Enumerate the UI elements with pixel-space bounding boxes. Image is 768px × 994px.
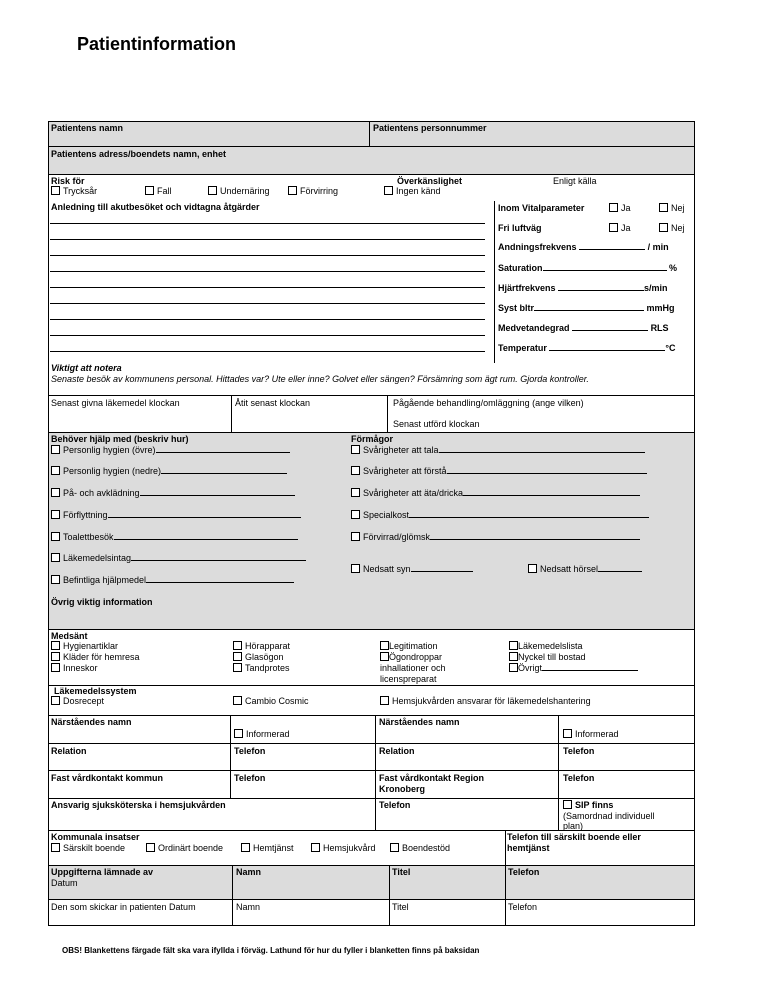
- checkbox-icon: [233, 641, 242, 650]
- muni-item[interactable]: Särskilt boende: [51, 843, 125, 854]
- region-contact-label: Fast vårdkontakt Region: [379, 773, 485, 783]
- medsys-home[interactable]: Hemsjukvården ansvarar för läkemedelshantering: [380, 696, 591, 707]
- abil-item[interactable]: Förvirrad/glömsk: [351, 532, 640, 543]
- relative-informed[interactable]: Informerad: [563, 729, 619, 740]
- checkbox-icon: [51, 510, 60, 519]
- checkbox-icon: [384, 186, 393, 195]
- sip-checkbox[interactable]: SIP finns: [563, 800, 613, 811]
- patient-name-label: Patientens namn: [51, 123, 124, 133]
- last-med-label: Senast givna läkemedel klockan: [51, 398, 180, 408]
- medsys-dose[interactable]: Dosrecept: [51, 696, 104, 707]
- muni-item[interactable]: Hemsjukvård: [311, 843, 376, 854]
- abil-item[interactable]: Svårigheter att äta/dricka: [351, 488, 640, 499]
- escort-name-label: Namn: [236, 902, 261, 912]
- checkbox-icon: [233, 663, 242, 672]
- sight-item[interactable]: Nedsatt syn: [351, 564, 473, 575]
- checkbox-icon: [609, 223, 618, 232]
- help-item[interactable]: Personlig hygien (övre): [51, 445, 290, 456]
- region-contact-label-2: Kronoberg: [379, 784, 425, 794]
- footer-note: OBS! Blankettens färgade fält ska vara ifyllda i förväg. Lathund för hur du fyller i blanketten finns på baksidan: [62, 946, 480, 955]
- checkbox-icon: [51, 575, 60, 584]
- abil-label: Förmågor: [351, 434, 394, 444]
- vital-bp[interactable]: Syst bltr mmHg: [498, 303, 675, 313]
- medsys-label: Läkemedelssystem: [54, 686, 137, 696]
- checkbox-icon: [528, 564, 537, 573]
- patient-pnr-label: Patientens personnummer: [373, 123, 487, 133]
- patient-address-label: Patientens adress/boendets namn, enhet: [51, 149, 227, 159]
- checkbox-icon: [351, 510, 360, 519]
- sip-desc-2: plan): [563, 821, 584, 831]
- checkbox-icon: [563, 800, 572, 809]
- checkbox-icon: [288, 186, 297, 195]
- allergy-none[interactable]: Ingen känd: [384, 186, 441, 197]
- given-date-label: Datum: [51, 878, 78, 888]
- muni-item[interactable]: Hemtjänst: [241, 843, 294, 854]
- municipal-contact-label: Fast vårdkontakt kommun: [51, 773, 164, 783]
- abil-item[interactable]: Svårigheter att tala: [351, 445, 645, 456]
- help-item[interactable]: På- och avklädning: [51, 488, 295, 499]
- checkbox-icon: [380, 641, 389, 650]
- given-phone-label: Telefon: [508, 867, 540, 877]
- allergy-label: Överkänslighet: [397, 176, 463, 186]
- medsys-cambio[interactable]: Cambio Cosmic: [233, 696, 309, 707]
- sent-item[interactable]: Läkemedelslista: [509, 641, 583, 652]
- risk-label: Risk för: [51, 176, 85, 186]
- relative-informed[interactable]: Informerad: [234, 729, 290, 740]
- shade-patient: [48, 121, 695, 174]
- checkbox-icon: [380, 652, 389, 661]
- checkbox-icon: [351, 445, 360, 454]
- risk-item[interactable]: Fall: [145, 186, 172, 197]
- risk-item[interactable]: Undernäring: [208, 186, 270, 197]
- checkbox-icon: [380, 696, 389, 705]
- checkbox-icon: [234, 729, 243, 738]
- checkbox-icon: [51, 532, 60, 541]
- last-done-label: Senast utförd klockan: [393, 419, 480, 429]
- sent-item[interactable]: Övrigt: [509, 663, 638, 674]
- checkbox-icon: [509, 663, 518, 672]
- help-item[interactable]: Befintliga hjälpmedel: [51, 575, 294, 586]
- escort-title-label: Titel: [392, 902, 409, 912]
- vitals-inom-ja[interactable]: Ja: [609, 203, 631, 214]
- checkbox-icon: [51, 466, 60, 475]
- vital-consc[interactable]: Medvetandegrad RLS: [498, 323, 669, 333]
- ongoing-label: Pågående behandling/omläggning (ange vilken): [393, 398, 584, 408]
- checkbox-icon: [659, 223, 668, 232]
- other-info-label: Övrig viktig information: [51, 597, 153, 607]
- sent-item-continued: licenspreparat: [380, 674, 437, 684]
- checkbox-icon: [351, 466, 360, 475]
- last-ate-label: Åtit senast klockan: [235, 398, 311, 408]
- checkbox-icon: [51, 553, 60, 562]
- nurse-label: Ansvarig sjuksköterska i hemsjukvården: [51, 800, 226, 810]
- sip-desc: (Samordnad individuell: [563, 811, 655, 821]
- escort-phone-label: Telefon: [508, 902, 538, 912]
- sent-item[interactable]: Tandprotes: [233, 663, 290, 674]
- escort-label: Den som skickar in patienten Datum: [51, 902, 196, 912]
- sent-item[interactable]: Hygienartiklar: [51, 641, 118, 652]
- checkbox-icon: [509, 641, 518, 650]
- sent-label: Medsänt: [51, 631, 88, 641]
- checkbox-icon: [233, 696, 242, 705]
- municipal-phone-label: Telefon: [234, 773, 266, 783]
- checkbox-icon: [51, 445, 60, 454]
- help-item[interactable]: Läkemedelsintag: [51, 553, 306, 564]
- checkbox-icon: [51, 843, 60, 852]
- relation-phone-label: Telefon: [234, 746, 266, 756]
- sent-item[interactable]: Nyckel till bostad: [509, 652, 586, 663]
- checkbox-icon: [51, 663, 60, 672]
- checkbox-icon: [509, 652, 518, 661]
- help-item[interactable]: Förflyttning: [51, 510, 301, 521]
- checkbox-icon: [51, 186, 60, 195]
- help-item[interactable]: Personlig hygien (nedre): [51, 466, 287, 477]
- airway-ja[interactable]: Ja: [609, 223, 631, 234]
- abil-item[interactable]: Specialkost: [351, 510, 649, 521]
- given-label: Uppgifterna lämnade av: [51, 867, 154, 877]
- vital-temp[interactable]: Temperatur °C: [498, 343, 676, 353]
- sent-item[interactable]: Kläder för hemresa: [51, 652, 140, 663]
- checkbox-icon: [146, 843, 155, 852]
- relation-phone-label: Telefon: [563, 746, 595, 756]
- sent-item-continued: inhallationer och: [380, 663, 446, 673]
- sent-item[interactable]: Legitimation: [380, 641, 438, 652]
- given-name-label: Namn: [236, 867, 262, 877]
- checkbox-icon: [609, 203, 618, 212]
- checkbox-icon: [563, 729, 572, 738]
- risk-item[interactable]: Trycksår: [51, 186, 97, 197]
- help-label: Behöver hjälp med (beskriv hur): [51, 434, 189, 444]
- muni-item[interactable]: Boendestöd: [390, 843, 450, 854]
- hearing-item[interactable]: Nedsatt hörsel: [528, 564, 642, 575]
- airway-label: Fri luftväg: [498, 223, 542, 233]
- sent-item[interactable]: Glasögon: [233, 652, 284, 663]
- source-label: Enligt källa: [553, 176, 597, 186]
- region-phone-label: Telefon: [563, 773, 595, 783]
- muni-phone-label-2: hemtjänst: [507, 843, 550, 853]
- checkbox-icon: [208, 186, 217, 195]
- relative-name-label: Närståendes namn: [51, 717, 132, 727]
- checkbox-icon: [51, 488, 60, 497]
- checkbox-icon: [233, 652, 242, 661]
- checkbox-icon: [390, 843, 399, 852]
- muni-item[interactable]: Ordinärt boende: [146, 843, 223, 854]
- checkbox-icon: [659, 203, 668, 212]
- vitals-inom-label: Inom Vitalparameter: [498, 203, 585, 213]
- checkbox-icon: [51, 641, 60, 650]
- vitals-inom-nej[interactable]: Nej: [659, 203, 685, 214]
- vital-hr[interactable]: Hjärtfrekvens s/min: [498, 283, 668, 293]
- sent-item[interactable]: Ögondroppar: [380, 652, 442, 663]
- relation-label: Relation: [51, 746, 87, 756]
- reason-label: Anledning till akutbesöket och vidtagna åtgärder: [51, 202, 260, 212]
- note-text: Senaste besök av kommunens personal. Hittades var? Ute eller inne? Golvet eller sängen? Försämring som ägt rum. Gjorda kontroller.: [51, 374, 589, 384]
- relative-name-label: Närståendes namn: [379, 717, 460, 727]
- checkbox-icon: [351, 564, 360, 573]
- muni-label: Kommunala insatser: [51, 832, 140, 842]
- checkbox-icon: [311, 843, 320, 852]
- note-title: Viktigt att notera: [51, 363, 122, 373]
- vital-sat[interactable]: Saturation %: [498, 263, 678, 273]
- page-title: Patientinformation: [77, 34, 237, 54]
- checkbox-icon: [51, 652, 60, 661]
- vital-resp[interactable]: Andningsfrekvens / min: [498, 242, 669, 252]
- abil-item[interactable]: Svårigheter att förstå: [351, 466, 647, 477]
- nurse-phone-label: Telefon: [379, 800, 411, 810]
- checkbox-icon: [145, 186, 154, 195]
- risk-item[interactable]: Förvirring: [288, 186, 338, 197]
- checkbox-icon: [241, 843, 250, 852]
- checkbox-icon: [351, 488, 360, 497]
- relation-label: Relation: [379, 746, 415, 756]
- sent-item[interactable]: Hörapparat: [233, 641, 290, 652]
- sent-item[interactable]: Inneskor: [51, 663, 98, 674]
- help-item[interactable]: Toalettbesök: [51, 532, 298, 543]
- checkbox-icon: [351, 532, 360, 541]
- checkbox-icon: [51, 696, 60, 705]
- airway-nej[interactable]: Nej: [659, 223, 685, 234]
- muni-phone-label: Telefon till särskilt boende eller: [507, 832, 641, 842]
- given-title-label: Titel: [392, 867, 411, 877]
